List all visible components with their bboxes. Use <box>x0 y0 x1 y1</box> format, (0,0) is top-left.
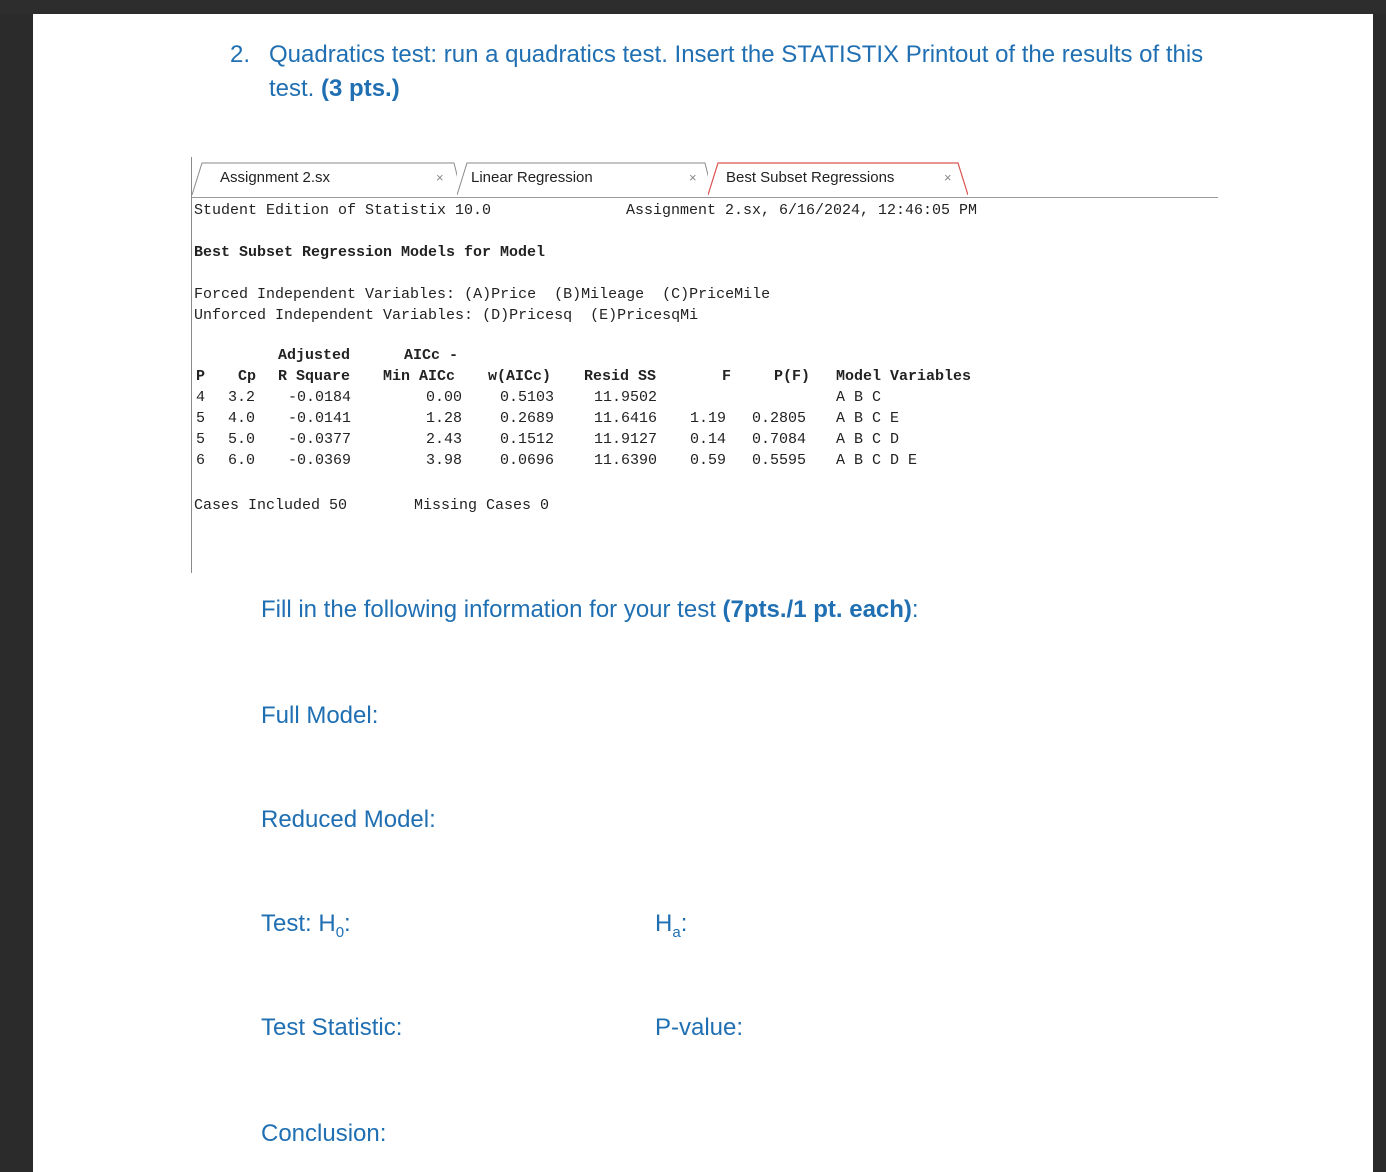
test-statistic-label: Test Statistic: <box>261 1014 403 1041</box>
cell-resid-ss: 11.9127 <box>594 431 658 448</box>
missing-cases: Missing Cases 0 <box>414 497 550 514</box>
statistix-window <box>191 157 1218 573</box>
p-value-label: P-value: <box>655 1014 744 1041</box>
document-page <box>33 14 1373 1172</box>
cell-cp: 6.0 <box>228 452 256 469</box>
conclusion-label: Conclusion: <box>261 1120 387 1147</box>
header-model-vars: Model Variables <box>836 368 972 385</box>
reduced-model-label: Reduced Model: <box>261 806 436 833</box>
cell-resid-ss: 11.9502 <box>594 389 658 406</box>
cell-pf: 0.5595 <box>752 452 807 469</box>
cell-min-aicc: 3.98 <box>426 452 463 469</box>
cell-min-aicc: 2.43 <box>426 431 463 448</box>
tab-assignment[interactable] <box>192 161 462 195</box>
cell-model-vars: A B C D <box>836 431 900 448</box>
fill-in-points: (7pts./1 pt. each) <box>722 596 912 623</box>
test-label: Test: H <box>261 910 336 937</box>
cell-w-aicc: 0.1512 <box>500 431 555 448</box>
close-icon[interactable]: × <box>436 170 444 185</box>
question-line-1: Quadratics test: run a quadratics test. Insert the STATISTIX Printout of the results of this <box>269 41 1204 68</box>
tab-linear-regression-label: Linear Regression <box>471 169 593 186</box>
question-points: (3 pts.) <box>321 75 400 102</box>
cell-p: 6 <box>196 452 206 469</box>
cell-rsquare: -0.0377 <box>288 431 352 448</box>
fill-in-colon: : <box>911 596 919 623</box>
cell-p: 5 <box>196 431 206 448</box>
close-icon[interactable]: × <box>944 170 952 185</box>
question-line-2 <box>269 72 400 106</box>
h0-subscript: 0 <box>335 923 345 941</box>
cell-pf: 0.2805 <box>752 410 807 427</box>
report-title: Best Subset Regression Models for Model <box>194 244 546 261</box>
unforced-label: Unforced Independent Variables: <box>194 307 474 324</box>
test-h0-label <box>261 910 351 941</box>
cell-rsquare: -0.0369 <box>288 452 352 469</box>
h0-colon: : <box>344 910 351 937</box>
tab-best-subset[interactable] <box>708 161 968 195</box>
cell-min-aicc: 0.00 <box>426 389 463 406</box>
ha-label <box>655 910 687 941</box>
question-line-2-text: test. <box>269 75 315 102</box>
fill-in-intro <box>261 596 919 624</box>
cell-pf: 0.7084 <box>752 431 807 448</box>
question-number: 2. <box>230 41 251 68</box>
tab-assignment-label: Assignment 2.sx <box>220 169 331 186</box>
cell-p: 4 <box>196 389 206 406</box>
header-pf: P(F) <box>774 368 811 385</box>
cell-rsquare: -0.0141 <box>288 410 352 427</box>
cell-p: 5 <box>196 410 206 427</box>
header-min-aicc: Min AICc <box>383 368 456 385</box>
unforced-vars: (D)Pricesq (E)PricesqMi <box>482 307 699 324</box>
cell-model-vars: A B C D E <box>836 452 918 469</box>
forced-label: Forced Independent Variables: <box>194 286 456 303</box>
cell-cp: 3.2 <box>228 389 256 406</box>
file-info: Assignment 2.sx, 6/16/2024, 12:46:05 PM <box>626 202 978 219</box>
forced-vars: (A)Price (B)Mileage (C)PriceMile <box>464 286 771 303</box>
ha-letter: H <box>655 910 673 937</box>
cell-f: 1.19 <box>690 410 727 427</box>
cell-min-aicc: 1.28 <box>426 410 463 427</box>
header-f: F <box>722 368 732 385</box>
fill-in-intro-text: Fill in the following information for your test <box>261 596 716 623</box>
ha-subscript: a <box>672 923 681 941</box>
header-adjusted: Adjusted <box>278 347 351 364</box>
cell-w-aicc: 0.2689 <box>500 410 555 427</box>
cell-cp: 5.0 <box>228 431 256 448</box>
edition-text: Student Edition of Statistix 10.0 <box>194 202 492 219</box>
cell-model-vars: A B C <box>836 389 882 406</box>
ha-colon: : <box>680 910 688 937</box>
cell-f: 0.59 <box>690 452 727 469</box>
cell-model-vars: A B C E <box>836 410 900 427</box>
cell-cp: 4.0 <box>228 410 256 427</box>
cell-w-aicc: 0.0696 <box>500 452 555 469</box>
unforced-variables-line <box>194 305 698 326</box>
tab-linear-regression[interactable] <box>457 161 713 195</box>
header-rsquare: R Square <box>278 368 351 385</box>
full-model-label: Full Model: <box>261 702 379 729</box>
cell-f: 0.14 <box>690 431 727 448</box>
cell-rsquare: -0.0184 <box>288 389 352 406</box>
forced-variables-line <box>194 284 770 305</box>
header-p: P <box>196 368 206 385</box>
tab-best-subset-label: Best Subset Regressions <box>726 169 895 186</box>
cell-w-aicc: 0.5103 <box>500 389 555 406</box>
close-icon[interactable]: × <box>689 170 697 185</box>
tab-bar <box>192 157 1218 198</box>
header-aicc: AICc - <box>404 347 459 364</box>
cell-resid-ss: 11.6416 <box>594 410 658 427</box>
header-w-aicc: w(AICc) <box>488 368 552 385</box>
cell-resid-ss: 11.6390 <box>594 452 658 469</box>
cases-included: Cases Included 50 <box>194 497 348 514</box>
app-top-bar <box>0 0 1386 14</box>
header-resid-ss: Resid SS <box>584 368 657 385</box>
header-cp: Cp <box>238 368 257 385</box>
